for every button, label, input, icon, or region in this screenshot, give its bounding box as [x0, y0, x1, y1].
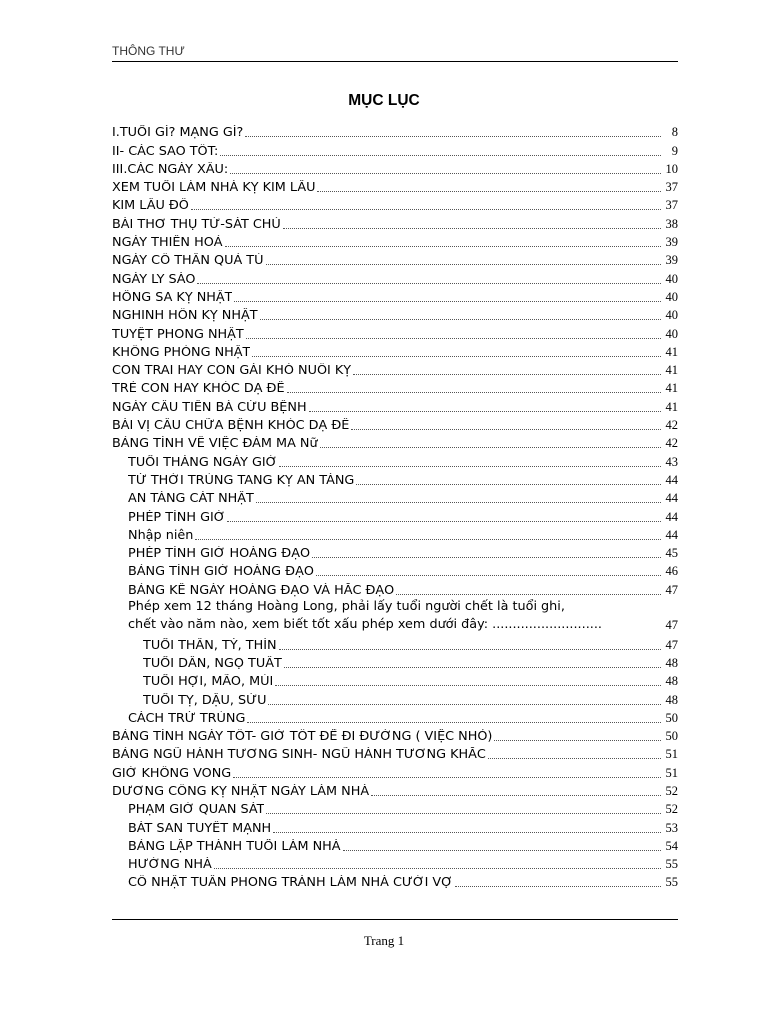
toc-entry-page: 41 [665, 363, 678, 378]
toc-entry-title-line: Phép xem 12 tháng Hoàng Long, phải lấy tuổi người chết là tuổi ghi, [128, 598, 565, 614]
toc-entry-title: TRẺ CON HAY KHÓC DẠ ĐỀ [112, 381, 285, 397]
toc-entry-title: TUỔI TỴ, DẬU, SỬU [143, 692, 267, 708]
toc-entry-page: 50 [665, 710, 678, 725]
toc-entry-page: 51 [665, 747, 678, 762]
toc-entry-title: NGÀY CẦU TIÊN BÀ CỨU BỆNH [112, 399, 307, 415]
dot-leader [245, 135, 661, 137]
toc-entry-title: BẢNG KÊ NGÀY HOÀNG ĐẠO VÀ HẮC ĐẠO [128, 582, 395, 598]
toc-entry-title: PHẠM GIỜ QUAN SÁT [128, 802, 265, 818]
toc-entry[interactable] [112, 525, 678, 543]
dot-leader [343, 849, 661, 851]
toc-entry-page: 38 [665, 216, 678, 231]
toc-entry[interactable] [112, 488, 678, 506]
toc-entry[interactable] [112, 122, 678, 140]
dot-leader [320, 446, 661, 448]
toc-entry-title: HƯỚNG NHÀ [128, 857, 212, 873]
toc-entry[interactable] [112, 140, 678, 158]
toc-entry-title: CÔ NHẬT TUẦN PHONG TRÁNH LÀM NHÀ CƯỚI VỢ [128, 875, 453, 891]
toc-entry[interactable] [112, 268, 678, 286]
toc-entry-page: 44 [665, 491, 678, 506]
toc-entry-title: NGÀY THIÊN HOẢ [112, 235, 223, 251]
toc-entry-page: 41 [665, 381, 678, 396]
table-of-contents [112, 122, 678, 890]
dot-leader [234, 300, 661, 302]
toc-entry-page: 40 [665, 289, 678, 304]
page-number: Trang 1 [363, 933, 405, 948]
toc-entry[interactable] [112, 342, 678, 360]
toc-entry-page: 55 [665, 857, 678, 872]
toc-entry-title: BÁT SAN TUYẾT MẠNH [128, 820, 272, 836]
toc-entry-title: PHÉP TÍNH GIỜ HOÀNG ĐẠO [128, 546, 311, 562]
dot-leader [356, 483, 661, 485]
toc-entry-page: 42 [665, 418, 678, 433]
toc-entry[interactable] [112, 195, 678, 213]
dot-leader: ........................... [488, 617, 602, 633]
dot-leader [197, 282, 661, 284]
toc-entry-page: 47 [665, 582, 678, 597]
toc-entry[interactable] [112, 634, 678, 652]
toc-entry-title: I.TUỔI GÌ? MẠNG GÌ? [112, 125, 244, 141]
toc-entry-title: CÁCH TRỪ TRÙNG [128, 710, 246, 726]
toc-entry[interactable] [112, 799, 678, 817]
toc-entry[interactable] [112, 177, 678, 195]
toc-entry-title-line: chết vào năm nào, xem biết tốt xấu phép xem dưới đây: [128, 617, 489, 633]
toc-entry[interactable] [112, 451, 678, 469]
toc-entry[interactable] [112, 579, 678, 597]
toc-entry[interactable] [112, 360, 678, 378]
dot-leader [268, 703, 661, 705]
toc-entry[interactable] [112, 323, 678, 341]
toc-entry[interactable] [112, 872, 678, 890]
toc-entry-page: 37 [665, 180, 678, 195]
toc-entry-page: 53 [665, 820, 678, 835]
toc-entry[interactable] [112, 689, 678, 707]
dot-leader [351, 428, 661, 430]
toc-entry[interactable] [112, 378, 678, 396]
toc-entry-page: 41 [665, 399, 678, 414]
dot-leader [214, 867, 661, 869]
dot-leader [396, 593, 661, 595]
toc-entry-page: 52 [665, 802, 678, 817]
toc-entry-page: 40 [665, 308, 678, 323]
page-title: MỤC LỤC [348, 92, 420, 109]
toc-entry-title: BÀI VỊ CẦU CHỮA BỆNH KHÓC DẠ ĐỀ [112, 418, 350, 434]
dot-leader [266, 263, 662, 265]
toc-entry-page: 8 [671, 125, 678, 140]
dot-leader [266, 812, 661, 814]
toc-entry-page: 44 [665, 472, 678, 487]
toc-entry-title: BẢNG LẬP THÀNH TUỔI LÀM NHÀ [128, 838, 341, 854]
toc-entry[interactable] [112, 836, 678, 854]
toc-entry[interactable] [112, 433, 678, 451]
toc-entry[interactable] [112, 506, 678, 524]
dot-leader [279, 648, 661, 650]
toc-entry[interactable] [112, 744, 678, 762]
dot-leader [279, 465, 661, 467]
dot-leader [353, 373, 661, 375]
toc-entry-page: 9 [671, 143, 678, 158]
toc-entry[interactable] [112, 653, 678, 671]
toc-entry-page: 48 [665, 692, 678, 707]
toc-entry[interactable] [112, 250, 678, 268]
toc-entry-page: 44 [665, 527, 678, 542]
toc-entry-page: 48 [665, 674, 678, 689]
toc-entry-page: 41 [665, 344, 678, 359]
toc-entry[interactable] [112, 817, 678, 835]
dot-leader [191, 208, 661, 210]
dot-leader [312, 556, 661, 558]
dot-leader [246, 337, 661, 339]
dot-leader [455, 885, 661, 887]
dot-leader [283, 227, 661, 229]
toc-entry[interactable] [112, 396, 678, 414]
toc-entry-page: 46 [665, 564, 678, 579]
toc-entry-title: DƯƠNG CÔNG KỴ NHẬT NGÀY LÀM NHÀ [112, 783, 370, 799]
toc-entry[interactable] [112, 854, 678, 872]
dot-leader [225, 245, 661, 247]
toc-entry-page: 37 [665, 198, 678, 213]
toc-entry[interactable] [112, 598, 678, 635]
toc-entry[interactable] [112, 470, 678, 488]
toc-entry-title: TUỔI DẦN, NGỌ TUẤT [143, 655, 282, 671]
toc-entry-title: II- CÁC SAO TỐT: [112, 143, 219, 159]
toc-entry-title: BẢNG NGŨ HÀNH TƯƠNG SINH- NGŨ HÀNH TƯƠNG KHẮC [112, 747, 486, 763]
dot-leader [247, 721, 661, 723]
toc-entry-title: AN TÁNG CÁT NHẬT [128, 491, 254, 507]
toc-entry-title: III.CÁC NGÀY XẤU: [112, 161, 229, 177]
toc-entry-title: BẢNG TÍNH GIỜ HOÀNG ĐẠO [128, 564, 314, 580]
toc-entry-title: TUỔI HỢI, MÃO, MÙI [143, 674, 274, 690]
toc-entry-title: TUỔI THÂN, TÝ, THÌN [143, 637, 277, 653]
dot-leader [273, 831, 661, 833]
toc-entry-page: 40 [665, 271, 678, 286]
dot-leader [256, 501, 661, 503]
dot-leader [227, 520, 661, 522]
toc-entry[interactable] [112, 762, 678, 780]
toc-entry-page: 55 [665, 875, 678, 890]
toc-entry-title: PHÉP TÍNH GIỜ [128, 509, 226, 525]
toc-entry-page: 42 [665, 436, 678, 451]
toc-entry[interactable] [112, 415, 678, 433]
toc-entry-page: 40 [665, 326, 678, 341]
page-header: THÔNG THƯ [112, 44, 678, 62]
dot-leader [494, 739, 661, 741]
toc-entry-title: Nhập niên [128, 527, 194, 543]
toc-entry-title: KIM LÂU ĐỒ [112, 198, 189, 214]
dot-leader [275, 684, 661, 686]
dot-leader [284, 666, 661, 668]
toc-entry-title: KHÔNG PHÒNG NHẬT [112, 344, 251, 360]
dot-leader [316, 574, 661, 576]
toc-entry-title: TỨ THỜI TRÙNG TANG KỴ AN TÁNG [128, 472, 355, 488]
toc-entry[interactable] [112, 543, 678, 561]
footer-divider [112, 919, 678, 920]
toc-entry-page: 45 [665, 546, 678, 561]
toc-entry[interactable] [112, 708, 678, 726]
toc-entry-page: 39 [665, 253, 678, 268]
toc-entry[interactable] [112, 213, 678, 231]
toc-entry-title: XEM TUỔI LÀM NHÀ KỴ KIM LÂU [112, 180, 316, 196]
toc-entry-title: CON TRAI HAY CON GÁI KHÓ NUÔI KỴ [112, 363, 352, 379]
toc-entry-page: 54 [665, 838, 678, 853]
toc-entry-page: 39 [665, 235, 678, 250]
toc-entry-page: 48 [665, 655, 678, 670]
toc-entry-title: TUYỆT PHONG NHẬT [112, 326, 244, 342]
toc-entry-title: BÀI THƠ THỤ TỬ-SÁT CHỦ [112, 216, 281, 232]
toc-entry[interactable] [112, 287, 678, 305]
dot-leader [488, 757, 661, 759]
toc-entry[interactable] [112, 781, 678, 799]
toc-entry-page: 51 [665, 765, 678, 780]
toc-entry-page: 52 [665, 783, 678, 798]
dot-leader [287, 391, 661, 393]
toc-entry[interactable] [112, 671, 678, 689]
toc-entry-page: 47 [665, 637, 678, 652]
toc-entry-title: NGÀY LY SÀO [112, 271, 196, 287]
toc-entry-title: NGHINH HÔN KỴ NHẬT [112, 308, 258, 324]
dot-leader [371, 794, 661, 796]
toc-entry-title: BẢNG TÍNH VỀ VIỆC ĐÁM MA Nữ [112, 436, 318, 452]
dot-leader [233, 776, 661, 778]
toc-entry[interactable] [112, 232, 678, 250]
toc-entry-page: 44 [665, 509, 678, 524]
dot-leader [260, 318, 661, 320]
toc-entry-title: GIỜ KHÔNG VONG [112, 765, 232, 781]
dot-leader [230, 172, 661, 174]
dot-leader [309, 410, 661, 412]
toc-entry[interactable] [112, 305, 678, 323]
toc-entry-page: 10 [665, 161, 678, 176]
toc-entry-title [128, 598, 678, 635]
dot-leader [317, 190, 661, 192]
toc-entry-title: TUỔI THÁNG NGÀY GIỜ [128, 454, 278, 470]
dot-leader [220, 154, 661, 156]
toc-entry-page: 47 [665, 618, 678, 633]
dot-leader [252, 355, 661, 357]
toc-entry[interactable] [112, 726, 678, 744]
toc-entry-title: HỒNG SA KỴ NHẬT [112, 289, 233, 305]
toc-entry[interactable] [112, 159, 678, 177]
dot-leader [195, 538, 661, 540]
toc-entry[interactable] [112, 561, 678, 579]
toc-entry-page: 43 [665, 454, 678, 469]
toc-entry-page: 50 [665, 729, 678, 744]
toc-entry-title: NGÀY CÔ THẦN QUẢ TÚ [112, 253, 264, 269]
toc-entry-title: BẢNG TÍNH NGÀY TỐT- GIỜ TỐT ĐỂ ĐI ĐƯỜNG ( VIỆC NHỎ) [112, 729, 493, 745]
